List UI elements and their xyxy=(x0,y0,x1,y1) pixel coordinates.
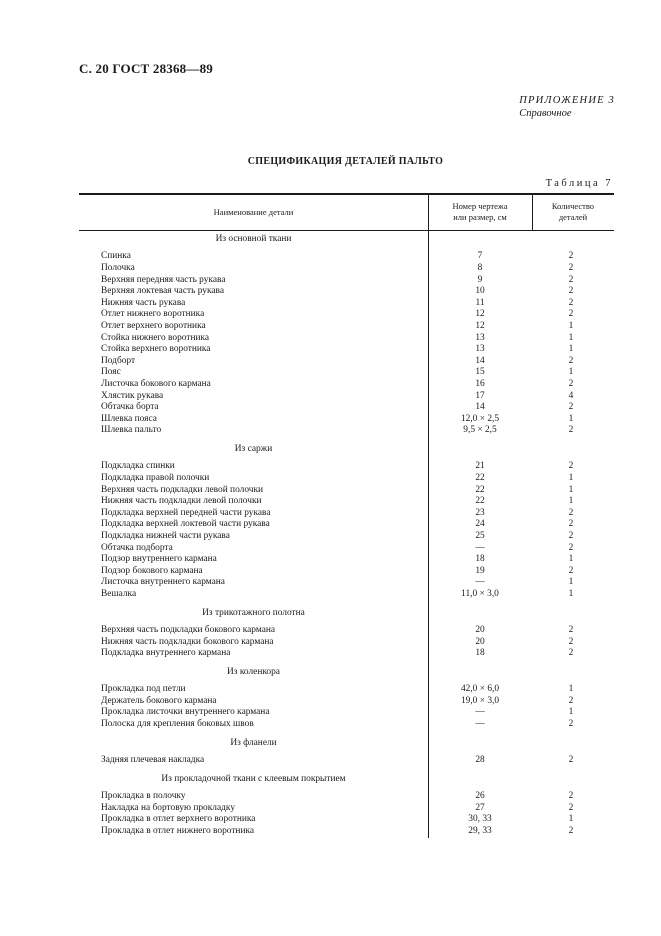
cell-number: 17 xyxy=(475,390,485,401)
cell-quantity: 1 xyxy=(568,413,574,424)
section-title: Из прокладочной ткани с клеевым покрытием xyxy=(161,773,346,784)
table-row xyxy=(79,356,614,368)
cell-quantity: 2 xyxy=(568,542,574,553)
cell-number: 12 xyxy=(475,309,485,320)
table-top-rule xyxy=(79,193,614,195)
appendix-subtitle: Справочное xyxy=(519,108,572,119)
cell-name: Подкладка верхней передней части рукава xyxy=(101,507,271,518)
cell-number: 8 xyxy=(477,263,483,273)
cell-quantity: 2 xyxy=(568,802,574,813)
cell-name: Подкладка нижней части рукава xyxy=(101,531,230,541)
table-row xyxy=(79,696,614,708)
cell-number: 23 xyxy=(475,507,485,518)
table-row xyxy=(79,625,614,637)
cell-number: 11,0 × 3,0 xyxy=(461,589,499,599)
cell-number: 29, 33 xyxy=(468,825,492,836)
cell-quantity: 2 xyxy=(568,297,574,308)
cell-name: Прокладка в отлет верхнего воротника xyxy=(101,814,256,825)
table-row xyxy=(79,298,614,310)
table-row xyxy=(79,554,614,566)
section-title: Из фланели xyxy=(230,737,277,748)
cell-number: — xyxy=(475,707,485,718)
table-row xyxy=(79,826,614,838)
cell-number: 24 xyxy=(475,519,485,530)
table-row xyxy=(79,414,614,426)
appendix-label: ПРИЛОЖЕНИЕ 3 xyxy=(519,95,615,106)
cell-name: Подзор бокового кармана xyxy=(101,565,203,576)
cell-number: 9 xyxy=(477,274,483,285)
cell-number: 20 xyxy=(475,625,485,635)
cell-name: Прокладка под петли xyxy=(101,684,186,695)
header-bottom-rule xyxy=(79,230,614,231)
column-header-quantity-line2: деталей xyxy=(558,211,588,222)
cell-quantity: 2 xyxy=(568,402,574,413)
cell-name: Накладка на бортовую прокладку xyxy=(101,802,236,813)
table-row xyxy=(79,814,614,826)
cell-quantity: 2 xyxy=(568,251,574,262)
cell-number: 10 xyxy=(475,286,485,297)
table-row xyxy=(79,344,614,356)
cell-number: 27 xyxy=(475,802,485,813)
cell-number: 19 xyxy=(475,565,485,576)
document-title: СПЕЦИФИКАЦИЯ ДЕТАЛЕЙ ПАЛЬТО xyxy=(247,156,444,167)
cell-quantity: 2 xyxy=(568,636,574,647)
cell-number: — xyxy=(475,542,485,553)
cell-quantity: 2 xyxy=(568,695,574,706)
cell-quantity: 1 xyxy=(568,484,574,495)
table-row xyxy=(79,275,614,287)
cell-name: Прокладка в полочку xyxy=(101,791,186,801)
cell-number: — xyxy=(475,577,485,588)
cell-quantity: 4 xyxy=(568,390,574,401)
table-row xyxy=(79,755,614,767)
cell-name: Стойка нижнего воротника xyxy=(101,332,210,343)
table-row xyxy=(79,391,614,403)
table-row xyxy=(79,637,614,649)
table-row xyxy=(79,425,614,437)
column-header-name: Наименование детали xyxy=(213,207,294,217)
cell-quantity: 2 xyxy=(568,565,574,576)
cell-number: 22 xyxy=(475,484,485,495)
cell-number: 21 xyxy=(475,461,485,472)
cell-quantity: 2 xyxy=(568,507,574,518)
column-header-number xyxy=(428,201,532,222)
cell-name: Подкладка внутреннего кармана xyxy=(101,648,231,659)
table-row xyxy=(79,519,614,531)
cell-quantity: 2 xyxy=(568,719,574,729)
cell-name: Верхняя часть подкладки левой полочки xyxy=(101,484,264,495)
cell-name: Обтачка подборта xyxy=(101,542,173,553)
page-header: С. 20 ГОСТ 28368—89 xyxy=(79,61,213,76)
table-row xyxy=(79,543,614,555)
cell-number: 26 xyxy=(475,791,485,801)
cell-number: 12 xyxy=(475,321,485,331)
cell-quantity: 2 xyxy=(568,648,574,659)
table-row xyxy=(79,309,614,321)
cell-quantity: 1 xyxy=(568,344,574,355)
column-header-quantity-line1: Количество xyxy=(551,201,595,211)
cell-number: 12,0 × 2,5 xyxy=(460,413,500,424)
table-row xyxy=(79,321,614,333)
cell-quantity: 2 xyxy=(568,461,574,472)
table-row xyxy=(79,719,614,731)
cell-name: Прокладка в отлет нижнего воротника xyxy=(101,825,255,836)
cell-quantity: 1 xyxy=(568,321,574,331)
cell-number: 22 xyxy=(475,473,485,483)
cell-quantity: 1 xyxy=(568,814,574,825)
cell-quantity: 2 xyxy=(568,425,574,436)
cell-number: — xyxy=(475,719,485,729)
cell-name: Подкладка спинки xyxy=(101,461,175,472)
cell-number: 25 xyxy=(475,531,485,541)
cell-name: Нижняя часть рукава xyxy=(101,297,186,308)
cell-quantity: 2 xyxy=(568,755,574,765)
table-row xyxy=(79,367,614,379)
cell-quantity: 1 xyxy=(568,684,574,695)
spec-table xyxy=(79,193,614,838)
cell-quantity: 2 xyxy=(568,625,574,635)
cell-name: Подкладка правой полочки xyxy=(101,473,210,483)
table-row xyxy=(79,263,614,275)
table-row xyxy=(79,402,614,414)
cell-name: Листочка бокового кармана xyxy=(101,379,211,389)
cell-number: 7 xyxy=(477,251,483,262)
cell-name: Подзор внутреннего кармана xyxy=(101,554,217,565)
cell-name: Пояс xyxy=(101,367,121,378)
cell-name: Вешалка xyxy=(101,589,137,599)
cell-quantity: 2 xyxy=(568,309,574,320)
cell-name: Хлястик рукава xyxy=(101,390,164,401)
section-title: Из саржи xyxy=(234,444,273,454)
cell-number: 14 xyxy=(475,355,485,366)
table-row xyxy=(79,648,614,660)
cell-name: Держатель бокового кармана xyxy=(101,695,217,706)
cell-name: Верхняя часть подкладки бокового кармана xyxy=(101,625,276,635)
table-row xyxy=(79,333,614,345)
table-row xyxy=(79,791,614,803)
column-header-quantity xyxy=(532,201,614,222)
cell-quantity: 1 xyxy=(568,367,574,378)
table-row xyxy=(79,566,614,578)
cell-quantity: 2 xyxy=(568,825,574,836)
cell-number: 30, 33 xyxy=(468,814,492,825)
table-row xyxy=(79,485,614,497)
cell-quantity: 2 xyxy=(568,791,574,801)
cell-name: Полочка xyxy=(101,263,135,273)
cell-quantity: 2 xyxy=(568,519,574,530)
table-row xyxy=(79,379,614,391)
table-row xyxy=(79,531,614,543)
cell-name: Спинка xyxy=(101,251,131,262)
cell-quantity: 1 xyxy=(568,496,574,507)
table-row xyxy=(79,684,614,696)
cell-number: 14 xyxy=(475,402,485,413)
cell-name: Обтачка борта xyxy=(101,402,159,413)
cell-name: Верхняя локтевая часть рукава xyxy=(101,286,224,297)
cell-name: Задняя плечевая накладка xyxy=(101,755,205,765)
table-row xyxy=(79,577,614,589)
table-row xyxy=(79,461,614,473)
table-row xyxy=(79,473,614,485)
cell-name: Стойка верхнего воротника xyxy=(101,344,211,355)
cell-quantity: 1 xyxy=(568,589,574,599)
cell-name: Подкладка верхней локтевой части рукава xyxy=(101,519,270,530)
cell-quantity: 1 xyxy=(568,473,574,483)
table-row xyxy=(79,286,614,298)
cell-quantity: 2 xyxy=(568,286,574,297)
cell-quantity: 2 xyxy=(568,263,574,273)
table-row xyxy=(79,803,614,815)
cell-number: 18 xyxy=(475,554,485,565)
table-row xyxy=(79,251,614,263)
cell-name: Прокладка листочки внутреннего кармана xyxy=(101,707,270,718)
cell-quantity: 2 xyxy=(568,355,574,366)
table-row xyxy=(79,589,614,601)
cell-number: 13 xyxy=(475,344,485,355)
cell-name: Отлет верхнего воротника xyxy=(101,321,206,331)
table-label: Таблица 7 xyxy=(545,178,613,189)
appendix-block xyxy=(519,94,615,120)
cell-quantity: 2 xyxy=(568,379,574,389)
cell-name: Листочка внутреннего кармана xyxy=(101,577,225,588)
cell-number: 28 xyxy=(475,755,485,765)
section-title: Из трикотажного полотна xyxy=(202,607,305,618)
cell-quantity: 2 xyxy=(568,274,574,285)
section-title: Из коленкора xyxy=(227,666,280,677)
cell-quantity: 1 xyxy=(568,554,574,565)
cell-quantity: 1 xyxy=(568,577,574,588)
column-header-number-line2: или размер, см xyxy=(453,211,507,222)
cell-quantity: 2 xyxy=(568,531,574,541)
cell-number: 42,0 × 6,0 xyxy=(460,684,500,695)
table-row xyxy=(79,707,614,719)
cell-quantity: 1 xyxy=(568,332,574,343)
cell-quantity: 1 xyxy=(568,707,574,718)
cell-number: 11 xyxy=(475,297,485,308)
cell-name: Шлевка пальто xyxy=(101,425,162,436)
cell-name: Шлевка пояса xyxy=(101,413,157,424)
cell-number: 19,0 × 3,0 xyxy=(460,695,500,706)
cell-name: Отлет нижнего воротника xyxy=(101,309,205,320)
table-row xyxy=(79,496,614,508)
cell-number: 13 xyxy=(475,332,485,343)
section-title: Из основной ткани xyxy=(215,234,292,244)
cell-number: 20 xyxy=(475,636,485,647)
cell-name: Подборт xyxy=(101,355,136,366)
table-row xyxy=(79,508,614,520)
column-header-number-line1: Номер чертежа xyxy=(452,201,508,211)
cell-number: 15 xyxy=(475,367,485,378)
cell-number: 22 xyxy=(475,496,485,507)
cell-name: Полоска для крепления боковых швов xyxy=(101,719,254,729)
cell-number: 16 xyxy=(475,379,485,389)
cell-name: Верхняя передняя часть рукава xyxy=(101,274,226,285)
cell-number: 18 xyxy=(475,648,485,659)
cell-name: Нижняя часть подкладки левой полочки xyxy=(101,496,262,507)
cell-name: Нижняя часть подкладки бокового кармана xyxy=(101,636,274,647)
cell-number: 9,5 × 2,5 xyxy=(463,425,497,436)
